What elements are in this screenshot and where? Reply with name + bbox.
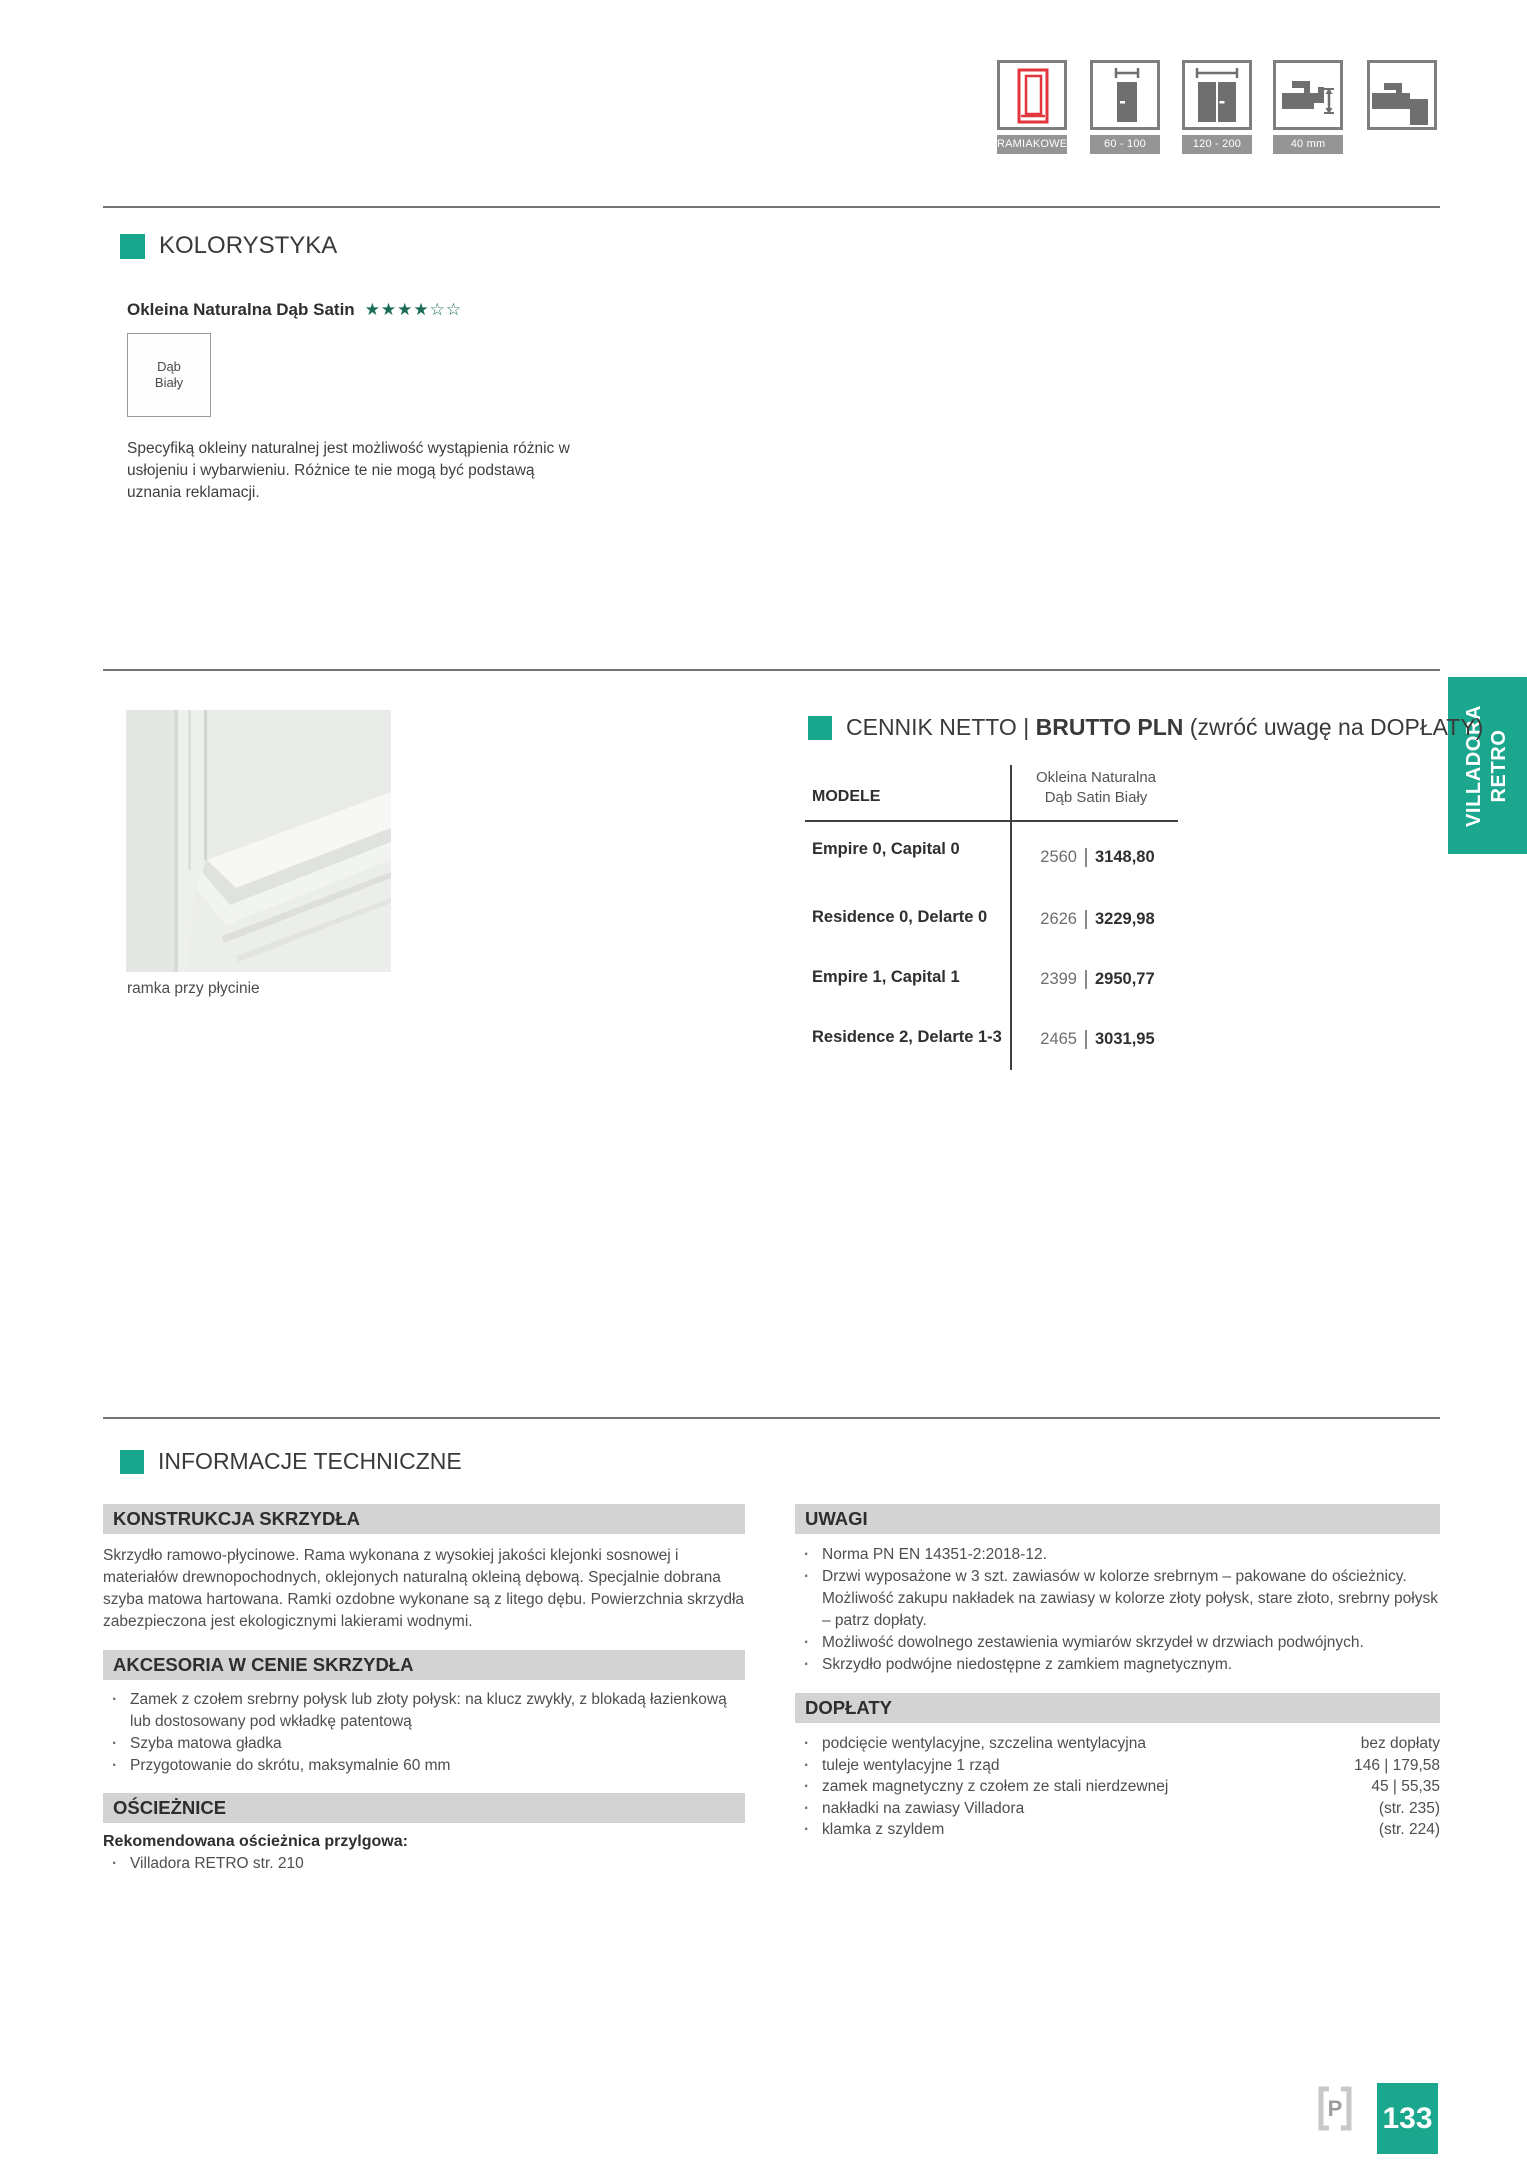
price-separator (1085, 910, 1087, 929)
veneer-row (127, 300, 462, 320)
price-brutto: 2950,77 (1095, 970, 1155, 988)
divider (103, 1417, 1440, 1419)
price-table-hline (805, 820, 1178, 822)
section-square-icon (808, 716, 832, 740)
badge-frame-type (997, 60, 1067, 154)
doplaty-label: · zamek magnetyczny z czołem ze stali nierdzewnej (822, 1778, 1169, 1795)
model-name: Empire 1, Capital 1 (812, 968, 960, 986)
badge-single-leaf-width (1090, 60, 1160, 154)
price-table (805, 760, 1205, 1072)
page-number: 133 (1382, 2101, 1433, 2135)
doplaty-value: 146 | 179,58 (1354, 1756, 1440, 1774)
doplaty-value: (str. 224) (1378, 1821, 1440, 1838)
page-number-box (1377, 2083, 1438, 2154)
doplaty-label: · klamka z szyldem (822, 1821, 945, 1838)
price-brutto: 3031,95 (1095, 1030, 1155, 1048)
badge-label: 60 - 100 (1090, 135, 1160, 154)
list-item: · Villadora RETRO str. 210 (103, 1853, 745, 1875)
oscieznice-bar: OŚCIEŻNICE (103, 1793, 745, 1823)
leaf-thickness-icon (1273, 60, 1343, 130)
doplaty-label: · nakładki na zawiasy Villadora (822, 1799, 1025, 1817)
divider (103, 669, 1440, 671)
series-tab-line1: VILLADORA (1463, 704, 1486, 827)
cennik-heading (808, 714, 1483, 741)
single-door-width-icon (1090, 60, 1160, 130)
veneer-name: Okleina Naturalna Dąb Satin (127, 300, 355, 319)
price-separator (1085, 970, 1087, 989)
price-table-col1-header: MODELE (812, 788, 881, 805)
porta-logo-letter: P (1327, 2095, 1343, 2121)
series-tab-villadora-retro (1448, 677, 1527, 854)
color-swatch-dab-bialy (127, 333, 211, 417)
porta-logo (1316, 2085, 1354, 2132)
doplaty-list (795, 1733, 1440, 1841)
swatch-label-line2: Biały (154, 375, 184, 390)
section-title: INFORMACJE TECHNICZNE (158, 1448, 462, 1474)
section-square-icon (120, 234, 145, 259)
doplaty-value: 45 | 55,35 (1371, 1778, 1440, 1795)
doplaty-row (795, 1733, 1440, 1755)
model-name: Empire 0, Capital 0 (812, 840, 960, 858)
list-item: · Możliwość dowolnego zestawienia wymiarów skrzydeł w drzwiach podwójnych. (795, 1632, 1440, 1654)
price-cell (1033, 910, 1155, 929)
doplaty-value: (str. 235) (1378, 1799, 1440, 1817)
model-name: Residence 0, Delarte 0 (812, 908, 988, 926)
badge-double-leaf-width (1182, 60, 1252, 154)
cennik-title-netto: CENNIK NETTO (846, 714, 1017, 740)
price-netto: 2465 (1040, 1030, 1077, 1048)
photo-caption: ramka przy płycinie (127, 980, 260, 997)
price-table-col2-header (1012, 768, 1180, 808)
price-table-vline (1010, 765, 1012, 1070)
oscieznice-list (103, 1853, 745, 1875)
price-cell (1033, 848, 1155, 867)
doplaty-row (795, 1798, 1440, 1820)
cennik-title-brutto: BRUTTO PLN (1035, 714, 1184, 740)
doplaty-row (795, 1776, 1440, 1798)
col2-header-line2: Dąb Satin Biały (1044, 789, 1148, 806)
doplaty-row (795, 1819, 1440, 1841)
cennik-title: CENNIK NETTO | BRUTTO PLN (zwróć uwagę na DOPŁATY) (846, 714, 1484, 740)
kolorystyka-heading (120, 232, 337, 260)
doplaty-row (795, 1755, 1440, 1777)
price-cell (1033, 1030, 1155, 1049)
akcesoria-list (103, 1689, 745, 1777)
stars-filled: ★★★★ (364, 300, 430, 319)
section-title: KOLORYSTYKA (159, 232, 338, 259)
price-netto: 2560 (1040, 848, 1077, 866)
badge-leaf-thickness (1273, 60, 1343, 154)
konstrukcja-body: Skrzydło ramowo-płycinowe. Rama wykonana z wysokiej jakości klejonki sosnowej i materiałów drewnopochodnych, oklejonych naturalną okleiną dębową. Specjalnie dobrana szyba matowa hartowana. Ramki ozdobne wykonane są z litego dębu. Powierzchnia skrzydła zabezpieczona jest ekologicznymi lakierami wodnymi. (103, 1547, 745, 1630)
tech-right-column (795, 1504, 1440, 1841)
badge-label: 120 - 200 (1182, 135, 1252, 154)
stars-empty: ☆☆ (429, 300, 463, 319)
list-item: · Drzwi wyposażone w 3 szt. zawiasów w kolorze srebrnym – pakowane do ościeżnicy. Możliwość zakupu nakładek na zawiasy w kolorze złoty połysk, stare złoto, srebrny połysk – patrz dopłaty. (795, 1566, 1440, 1632)
model-name: Residence 2, Delarte 1-3 (812, 1028, 1002, 1046)
price-separator (1085, 848, 1087, 867)
doplaty-label: · podcięcie wentylacyjne, szczelina wentylacyjna (822, 1735, 1146, 1752)
list-item: · Skrzydło podwójne niedostępne z zamkiem magnetycznym. (795, 1654, 1440, 1676)
badge-rebate-type (1367, 60, 1437, 130)
double-door-width-icon (1182, 60, 1252, 130)
swatch-label-line1: Dąb (157, 359, 181, 374)
list-item: · Szyba matowa gładka (103, 1733, 745, 1755)
divider (103, 206, 1440, 208)
rating-stars (365, 300, 462, 320)
badge-label: 40 mm (1273, 135, 1343, 154)
tech-heading (120, 1448, 462, 1475)
doplaty-bar: DOPŁATY (795, 1693, 1440, 1723)
price-brutto: 3229,98 (1095, 910, 1155, 928)
price-cell (1033, 970, 1155, 989)
frame-door-red-icon (997, 60, 1067, 130)
uwagi-bar: UWAGI (795, 1504, 1440, 1534)
doplaty-label: · tuleje wentylacyjne 1 rząd (822, 1756, 1000, 1774)
price-netto: 2626 (1040, 910, 1077, 928)
cennik-title-note: (zwróć uwagę na DOPŁATY) (1189, 714, 1484, 740)
badge-label: RAMIAKOWE (997, 135, 1067, 154)
tech-left-column (103, 1504, 745, 1875)
section-square-icon (120, 1450, 144, 1474)
oscieznice-subtitle: Rekomendowana ościeżnica przylgowa: (103, 1833, 408, 1850)
list-item: · Norma PN EN 14351-2:2018-12. (795, 1544, 1440, 1566)
doplaty-value: bez dopłaty (1360, 1735, 1440, 1752)
list-item: · Zamek z czołem srebrny połysk lub złoty połysk: na klucz zwykły, z blokadą łazienkową lub dostosowany pod wkładkę patentową (103, 1689, 745, 1733)
col2-header-line1: Okleina Naturalna (1035, 769, 1157, 786)
series-tab-line2: RETRO (1488, 729, 1511, 802)
rebate-profile-icon (1367, 60, 1437, 130)
list-item: · Przygotowanie do skrótu, maksymalnie 60 mm (103, 1755, 745, 1777)
konstrukcja-bar: KONSTRUKCJA SKRZYDŁA (103, 1504, 745, 1534)
price-brutto: 3148,80 (1095, 848, 1155, 866)
uwagi-list (795, 1544, 1440, 1676)
akcesoria-bar: AKCESORIA W CENIE SKRZYDŁA (103, 1650, 745, 1680)
price-separator (1085, 1030, 1087, 1049)
veneer-note: Specyfiką okleiny naturalnej jest możliwość wystąpienia różnic w usłojeniu i wybarwieniu. Różnice te nie mogą być podstawą uznania reklamacji. (127, 440, 570, 501)
door-detail-photo (126, 710, 391, 972)
price-netto: 2399 (1040, 970, 1077, 988)
